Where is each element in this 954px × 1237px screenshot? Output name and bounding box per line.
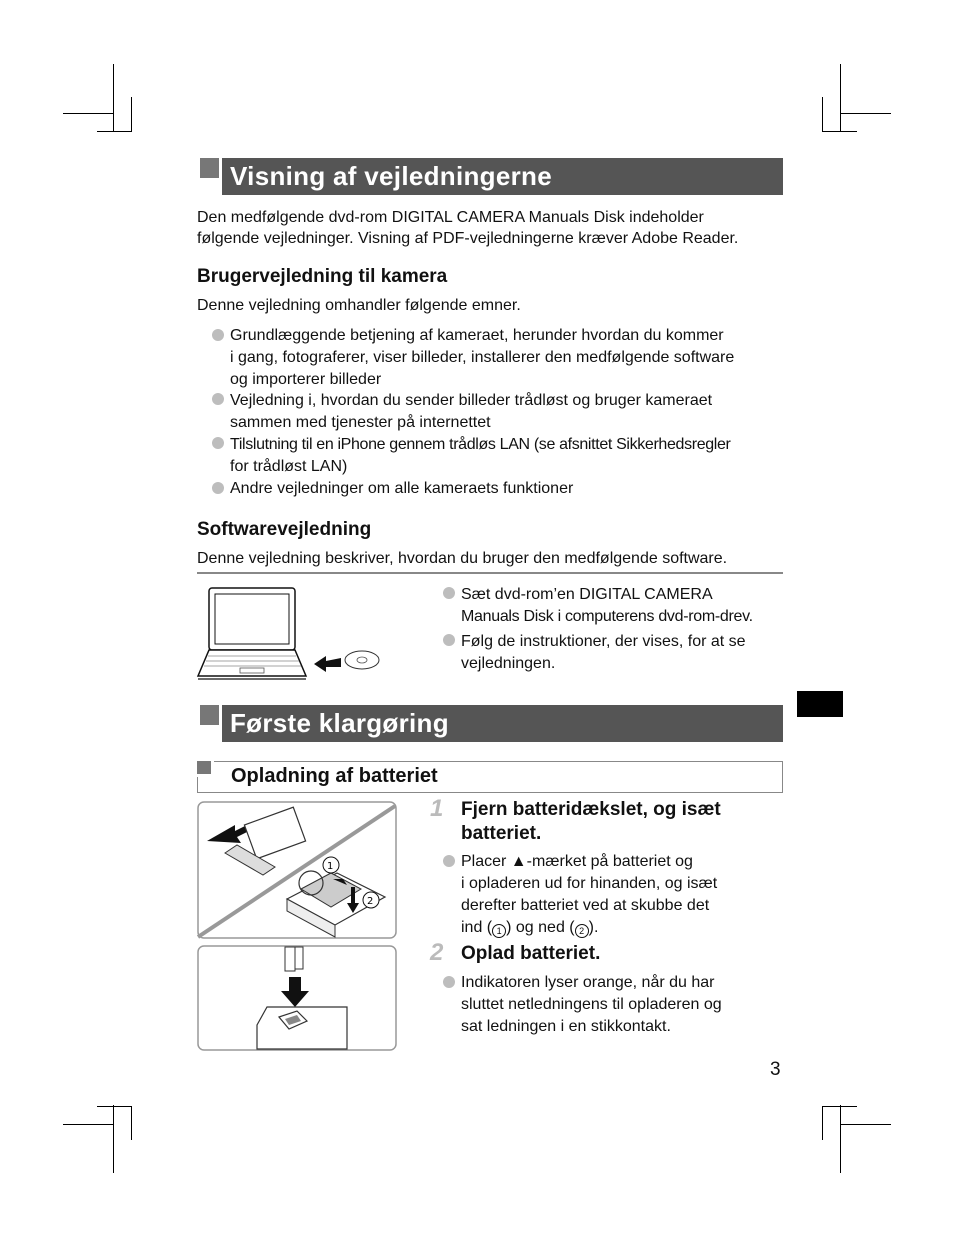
- crop-mark: [97, 1106, 132, 1107]
- list-item: Andre vejledninger om alle kameraets funktioner: [230, 480, 574, 497]
- list-item: Følg de instruktioner, der vises, for at se vejledningen.: [461, 633, 746, 672]
- crop-mark: [841, 1124, 891, 1125]
- section-title: Første klargøring: [230, 708, 449, 738]
- laptop-illustration: [196, 584, 386, 682]
- bullet-dot: [443, 587, 455, 599]
- section-banner: [197, 158, 783, 195]
- list-item: Grundlæggende betjening af kameraet, herunder hvordan du kommer i gang, fotograferer, viser billeder, installerer den medfølgende software og importerer billeder: [230, 327, 735, 388]
- bullet-dot: [443, 855, 455, 867]
- crop-mark: [63, 1124, 113, 1125]
- crop-mark: [97, 131, 132, 132]
- bullet-dot: [212, 482, 224, 494]
- crop-mark: [822, 1106, 857, 1107]
- crop-mark: [113, 1105, 114, 1173]
- subsection-header: [197, 761, 783, 793]
- crop-mark: [841, 113, 891, 114]
- list-item: Tilslutning til en iPhone gennem trådløs LAN (se afsnittet Sikkerhedsregler for trådløst LAN): [230, 436, 731, 475]
- list-item: Vejledning i, hvordan du sender billeder trådløst og bruger kameraet sammen med tjenester på internettet: [230, 392, 713, 431]
- battery-charger-illustration: [197, 801, 397, 939]
- charger-plug-illustration: [197, 945, 397, 1051]
- list-item: Sæt dvd-rom’en DIGITAL CAMERA Manuals Disk i computerens dvd-rom-drev.: [461, 586, 753, 625]
- bullet-dot: [443, 634, 455, 646]
- software-guide-heading: Softwarevejledning: [197, 519, 372, 540]
- crop-mark: [840, 1105, 841, 1173]
- camera-guide-heading: Brugervejledning til kamera: [197, 266, 448, 287]
- circled-number: 2: [575, 924, 589, 938]
- crop-mark: [131, 97, 132, 131]
- bullet-dot: [212, 393, 224, 405]
- divider: [197, 572, 783, 574]
- step-description: Placer ▲-mærket på batteriet og i opladeren ud for hinanden, og isæt derefter batteriet ved at skubbe det ind ( 1 ) og ned ( 2 ).: [461, 853, 718, 936]
- crop-mark: [822, 97, 823, 131]
- svg-text:2: 2: [367, 896, 374, 907]
- crop-mark: [840, 64, 841, 132]
- bullet-dot: [212, 329, 224, 341]
- intro-text: Den medfølgende dvd-rom DIGITAL CAMERA Manuals Disk indeholder følgende vejledninger. Visning af PDF-vejledningerne kræver Adobe Reader.: [197, 209, 739, 247]
- circled-number: 1: [492, 924, 506, 938]
- bullet-dot: [443, 976, 455, 988]
- svg-text:1: 1: [327, 861, 334, 872]
- camera-guide-intro: Denne vejledning omhandler følgende emner.: [197, 297, 521, 314]
- crop-mark: [822, 1106, 823, 1140]
- crop-mark: [113, 64, 114, 132]
- bullet-dot: [212, 437, 224, 449]
- step-description: Indikatoren lyser orange, når du har sluttet netledningens til opladeren og sat ledningen i en stikkontakt.: [461, 974, 722, 1035]
- section-title: Visning af vejledningerne: [230, 161, 552, 191]
- section-banner: [197, 705, 783, 742]
- crop-mark: [822, 131, 857, 132]
- step-title: Oplad batteriet.: [461, 943, 601, 964]
- step-number: 1: [430, 795, 444, 822]
- subsection-title: Opladning af batteriet: [231, 765, 438, 787]
- crop-mark: [131, 1106, 132, 1140]
- software-guide-intro: Denne vejledning beskriver, hvordan du bruger den medfølgende software.: [197, 550, 728, 567]
- step-title: Fjern batteridækslet, og isæt batteriet.: [461, 799, 721, 844]
- thumb-tab: [797, 691, 843, 717]
- page-number: 3: [770, 1059, 781, 1080]
- crop-mark: [63, 113, 113, 114]
- step-number: 2: [430, 939, 444, 966]
